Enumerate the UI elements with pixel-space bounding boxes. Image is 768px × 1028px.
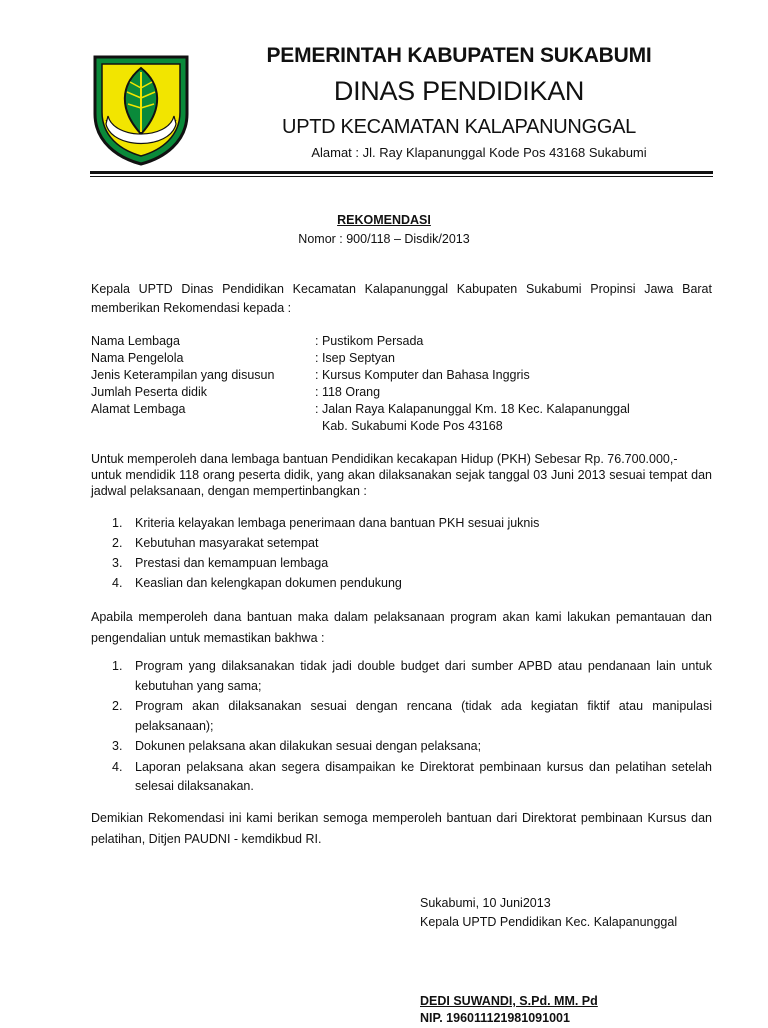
list-item — [91, 553, 712, 573]
field-label: Jenis Keterampilan yang disusun — [91, 368, 275, 382]
field-value: : Isep Septyan — [315, 351, 395, 365]
field-row — [91, 418, 711, 435]
letterhead-rule-thin — [90, 176, 713, 177]
list-text: Program akan dilaksanakan sesuai dengan rencana (tidak ada kegiatan fiktif atau manipulasi pelaksanaan); — [135, 699, 712, 733]
list-number: 3. — [112, 556, 123, 570]
field-row — [91, 350, 711, 367]
list-text: Kebutuhan masyarakat setempat — [135, 536, 319, 550]
sukabumi-regency-emblem-icon — [92, 54, 190, 166]
field-label: Jumlah Peserta didik — [91, 385, 208, 399]
field-value: : 118 Orang — [315, 385, 381, 399]
purpose-paragraph — [91, 451, 712, 499]
purpose-line: untuk mendidik 118 orang peserta didik, yang akan dilaksanakan sejak tanggal 03 Juni 2013 sesuai tempat dan jadwal pelaksanaan, dengan mempertinbangkan : — [91, 468, 712, 498]
signature-place-date: Sukabumi, 10 Juni2013 — [420, 896, 551, 910]
list-text: Kriteria kelayakan lembaga penerimaan dana bantuan PKH sesuai juknis — [135, 516, 540, 530]
list-item — [91, 657, 712, 696]
list-item — [91, 737, 712, 757]
criteria-list — [91, 513, 712, 593]
document-title: REKOMENDASI — [337, 213, 431, 227]
field-label: Nama Lembaga — [91, 334, 180, 348]
field-label: Alamat Lembaga — [91, 402, 186, 416]
intro-paragraph: Kepala UPTD Dinas Pendidikan Kecamatan Kalapanunggal Kabupaten Sukabumi Propinsi Jawa Barat memberikan Rekomendasi kepada : — [91, 282, 712, 315]
list-text: Laporan pelaksana akan segera disampaikan ke Direktorat pembinaan kursus dan pelatihan setelah selesai dilaksanakan. — [135, 759, 712, 793]
field-row — [91, 333, 711, 350]
field-value: : Pustikom Persada — [315, 334, 424, 348]
list-item — [91, 573, 712, 593]
list-number: 2. — [112, 536, 123, 550]
closing-paragraph: Demikian Rekomendasi ini kami berikan semoga memperoleh bantuan dari Direktorat pembinaan Kursus dan pelatihan, Ditjen PAUDNI - kemdikbud RI. — [91, 811, 712, 846]
list-number: 1. — [112, 659, 123, 673]
list-number: 3. — [112, 739, 123, 753]
list-item — [91, 533, 712, 553]
list-item — [91, 697, 712, 736]
list-number: 2. — [112, 699, 123, 713]
recipient-details — [91, 333, 711, 435]
letterhead-rule-thick — [90, 171, 713, 174]
field-row — [91, 384, 711, 401]
signature-name: DEDI SUWANDI, S.Pd. MM. Pd — [420, 994, 598, 1008]
purpose-line: Untuk memperoleh dana lembaga bantuan Pendidikan kecakapan Hidup (PKH) Sebesar Rp. 76.700.000,- — [91, 452, 678, 466]
signature-nip: NIP. 196011121981091001 — [420, 1011, 570, 1025]
field-row — [91, 367, 711, 384]
field-value-continued: Kab. Sukabumi Kode Pos 43168 — [322, 419, 503, 433]
letterhead-unit: UPTD KECAMATAN KALAPANUNGGAL — [282, 116, 636, 138]
list-text: Keaslian dan kelengkapan dokumen pendukung — [135, 576, 402, 590]
list-item — [91, 758, 712, 797]
list-text: Prestasi dan kemampuan lembaga — [135, 556, 329, 570]
commitments-list — [91, 657, 712, 798]
list-number: 4. — [112, 759, 123, 774]
letterhead-government: PEMERINTAH KABUPATEN SUKABUMI — [266, 44, 652, 67]
document-number: Nomor : 900/118 – Disdik/2013 — [298, 232, 470, 246]
list-text: Dokunen pelaksana akan dilakukan sesuai dengan pelaksana; — [135, 739, 482, 753]
signature-role: Kepala UPTD Pendidikan Kec. Kalapanunggal — [420, 915, 678, 929]
list-item — [91, 513, 712, 533]
letterhead-address: Alamat : Jl. Ray Klapanunggal Kode Pos 43168 Sukabumi — [311, 145, 647, 160]
field-value: : Kursus Komputer dan Bahasa Inggris — [315, 368, 530, 382]
letterhead-agency: DINAS PENDIDIKAN — [333, 76, 585, 106]
monitoring-paragraph: Apabila memperoleh dana bantuan maka dalam pelaksanaan program akan kami lakukan pemantauan dan pengendalian untuk memastikan bakhwa : — [91, 610, 712, 645]
field-label: Nama Pengelola — [91, 351, 184, 365]
list-number: 1. — [112, 516, 123, 530]
field-value: : Jalan Raya Kalapanunggal Km. 18 Kec. Kalapanunggal — [315, 402, 630, 416]
list-text: Program yang dilaksanakan tidak jadi double budget dari sumber APBD atau pendanaan lain untuk kebutuhan yang sama; — [135, 659, 712, 693]
field-row — [91, 401, 711, 418]
list-number: 4. — [112, 576, 123, 590]
